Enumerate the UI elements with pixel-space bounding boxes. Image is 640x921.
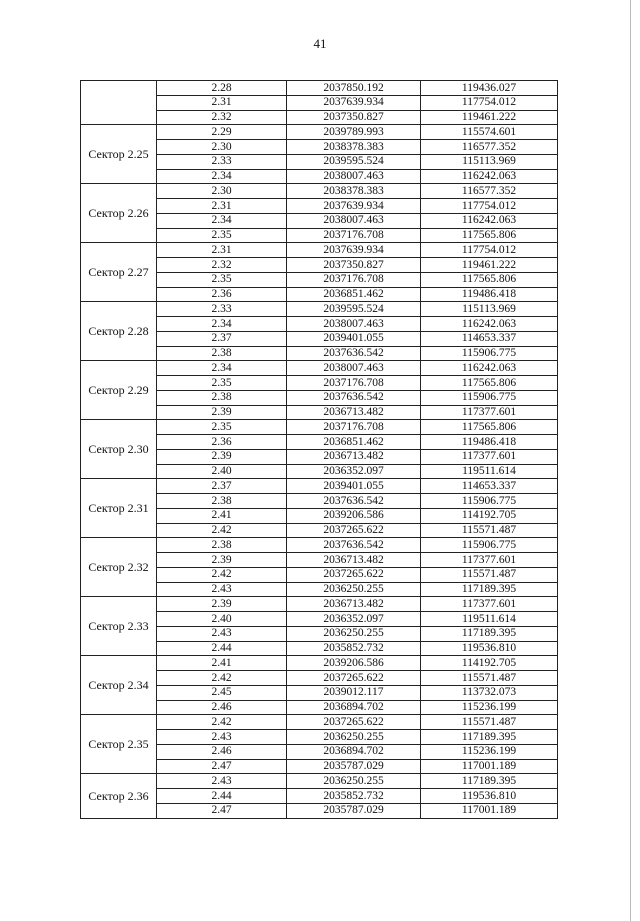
point-number-cell: 2.34 [157,213,287,228]
sector-label: Сектор 2.25 [81,125,157,184]
y-coordinate-cell: 113732.073 [421,685,558,700]
sector-label: Сектор 2.31 [81,479,157,538]
x-coordinate-cell: 2036851.462 [287,287,421,302]
y-coordinate-cell: 119461.222 [421,258,558,273]
page-number: 41 [313,36,327,51]
sector-label: Сектор 2.26 [81,184,157,243]
y-coordinate-cell: 115906.775 [421,494,558,509]
x-coordinate-cell: 2037350.827 [287,258,421,273]
x-coordinate-cell: 2037636.542 [287,390,421,405]
sector-label: Сектор 2.28 [81,302,157,361]
table-row [81,184,558,199]
x-coordinate-cell: 2037265.622 [287,567,421,582]
point-number-cell: 2.35 [157,376,287,391]
x-coordinate-cell: 2037176.708 [287,420,421,435]
point-number-cell: 2.43 [157,730,287,745]
point-number-cell: 2.44 [157,641,287,656]
x-coordinate-cell: 2038007.463 [287,169,421,184]
x-coordinate-cell: 2039595.524 [287,302,421,317]
x-coordinate-cell: 2036250.255 [287,730,421,745]
sector-label: Сектор 2.29 [81,361,157,420]
x-coordinate-cell: 2036352.097 [287,612,421,627]
point-number-cell: 2.31 [157,95,287,110]
y-coordinate-cell: 115571.487 [421,671,558,686]
y-coordinate-cell: 116242.063 [421,169,558,184]
y-coordinate-cell: 115236.199 [421,744,558,759]
sector-label: Сектор 2.27 [81,243,157,302]
x-coordinate-cell: 2036250.255 [287,582,421,597]
table-row [81,538,558,553]
point-number-cell: 2.46 [157,700,287,715]
y-coordinate-cell: 119461.222 [421,110,558,125]
y-coordinate-cell: 115906.775 [421,538,558,553]
x-coordinate-cell: 2037636.542 [287,494,421,509]
y-coordinate-cell: 117189.395 [421,730,558,745]
point-number-cell: 2.39 [157,597,287,612]
x-coordinate-cell: 2035787.029 [287,759,421,774]
x-coordinate-cell: 2036713.482 [287,553,421,568]
point-number-cell: 2.47 [157,803,287,818]
point-number-cell: 2.40 [157,464,287,479]
y-coordinate-cell: 115906.775 [421,346,558,361]
x-coordinate-cell: 2035787.029 [287,803,421,818]
point-number-cell: 2.43 [157,626,287,641]
x-coordinate-cell: 2037176.708 [287,272,421,287]
x-coordinate-cell: 2035852.732 [287,641,421,656]
x-coordinate-cell: 2036713.482 [287,405,421,420]
x-coordinate-cell: 2039789.993 [287,125,421,140]
y-coordinate-cell: 117377.601 [421,449,558,464]
sector-label: Сектор 2.32 [81,538,157,597]
table-row [81,774,558,789]
sector-label: Сектор 2.33 [81,597,157,656]
point-number-cell: 2.34 [157,169,287,184]
point-number-cell: 2.39 [157,449,287,464]
point-number-cell: 2.45 [157,685,287,700]
x-coordinate-cell: 2037639.934 [287,95,421,110]
y-coordinate-cell: 115574.601 [421,125,558,140]
y-coordinate-cell: 117189.395 [421,774,558,789]
y-coordinate-cell: 119536.810 [421,789,558,804]
table-row [81,125,558,140]
x-coordinate-cell: 2038378.383 [287,140,421,155]
y-coordinate-cell: 119511.614 [421,612,558,627]
y-coordinate-cell: 115571.487 [421,567,558,582]
x-coordinate-cell: 2037265.622 [287,523,421,538]
point-number-cell: 2.32 [157,258,287,273]
y-coordinate-cell: 117754.012 [421,95,558,110]
x-coordinate-cell: 2036851.462 [287,435,421,450]
x-coordinate-cell: 2038007.463 [287,213,421,228]
x-coordinate-cell: 2037639.934 [287,199,421,214]
y-coordinate-cell: 116242.063 [421,213,558,228]
x-coordinate-cell: 2037636.542 [287,538,421,553]
table-row [81,420,558,435]
sector-label [81,81,157,125]
x-coordinate-cell: 2036250.255 [287,774,421,789]
table-row [81,715,558,730]
y-coordinate-cell: 119511.614 [421,464,558,479]
x-coordinate-cell: 2039401.055 [287,479,421,494]
point-number-cell: 2.39 [157,553,287,568]
x-coordinate-cell: 2037636.542 [287,346,421,361]
y-coordinate-cell: 117377.601 [421,597,558,612]
x-coordinate-cell: 2036250.255 [287,626,421,641]
sector-label: Сектор 2.34 [81,656,157,715]
y-coordinate-cell: 117189.395 [421,582,558,597]
x-coordinate-cell: 2036894.702 [287,744,421,759]
point-number-cell: 2.34 [157,361,287,376]
point-number-cell: 2.28 [157,81,287,96]
y-coordinate-cell: 117189.395 [421,626,558,641]
x-coordinate-cell: 2036713.482 [287,449,421,464]
point-number-cell: 2.33 [157,302,287,317]
y-coordinate-cell: 117565.806 [421,420,558,435]
point-number-cell: 2.43 [157,774,287,789]
point-number-cell: 2.38 [157,390,287,405]
point-number-cell: 2.31 [157,199,287,214]
point-number-cell: 2.42 [157,715,287,730]
point-number-cell: 2.47 [157,759,287,774]
point-number-cell: 2.36 [157,287,287,302]
point-number-cell: 2.42 [157,671,287,686]
point-number-cell: 2.33 [157,154,287,169]
point-number-cell: 2.38 [157,494,287,509]
point-number-cell: 2.38 [157,538,287,553]
y-coordinate-cell: 117565.806 [421,376,558,391]
y-coordinate-cell: 117377.601 [421,553,558,568]
x-coordinate-cell: 2039401.055 [287,331,421,346]
y-coordinate-cell: 117001.189 [421,803,558,818]
table-row [81,302,558,317]
point-number-cell: 2.42 [157,567,287,582]
x-coordinate-cell: 2037176.708 [287,376,421,391]
point-number-cell: 2.44 [157,789,287,804]
y-coordinate-cell: 117754.012 [421,199,558,214]
point-number-cell: 2.43 [157,582,287,597]
y-coordinate-cell: 117377.601 [421,405,558,420]
y-coordinate-cell: 114192.705 [421,508,558,523]
y-coordinate-cell: 119536.810 [421,641,558,656]
point-number-cell: 2.30 [157,140,287,155]
table-row [81,361,558,376]
y-coordinate-cell: 114653.337 [421,331,558,346]
y-coordinate-cell: 117565.806 [421,228,558,243]
x-coordinate-cell: 2038007.463 [287,361,421,376]
point-number-cell: 2.46 [157,744,287,759]
y-coordinate-cell: 115113.969 [421,154,558,169]
y-coordinate-cell: 117754.012 [421,243,558,258]
y-coordinate-cell: 114653.337 [421,479,558,494]
point-number-cell: 2.42 [157,523,287,538]
y-coordinate-cell: 116242.063 [421,361,558,376]
table-row [81,81,558,96]
y-coordinate-cell: 116577.352 [421,184,558,199]
point-number-cell: 2.35 [157,420,287,435]
point-number-cell: 2.41 [157,508,287,523]
point-number-cell: 2.29 [157,125,287,140]
x-coordinate-cell: 2036894.702 [287,700,421,715]
coordinates-table [80,80,558,819]
y-coordinate-cell: 119486.418 [421,435,558,450]
x-coordinate-cell: 2039206.586 [287,508,421,523]
point-number-cell: 2.38 [157,346,287,361]
table-row [81,656,558,671]
sector-label: Сектор 2.36 [81,774,157,818]
y-coordinate-cell: 114192.705 [421,656,558,671]
point-number-cell: 2.37 [157,479,287,494]
x-coordinate-cell: 2037850.192 [287,81,421,96]
x-coordinate-cell: 2037350.827 [287,110,421,125]
y-coordinate-cell: 115571.487 [421,715,558,730]
point-number-cell: 2.35 [157,272,287,287]
y-coordinate-cell: 119436.027 [421,81,558,96]
y-coordinate-cell: 115236.199 [421,700,558,715]
x-coordinate-cell: 2037176.708 [287,228,421,243]
point-number-cell: 2.39 [157,405,287,420]
x-coordinate-cell: 2039595.524 [287,154,421,169]
point-number-cell: 2.31 [157,243,287,258]
x-coordinate-cell: 2036352.097 [287,464,421,479]
table-row [81,597,558,612]
x-coordinate-cell: 2036713.482 [287,597,421,612]
x-coordinate-cell: 2037265.622 [287,671,421,686]
x-coordinate-cell: 2037639.934 [287,243,421,258]
point-number-cell: 2.41 [157,656,287,671]
scan-edge-line [630,0,631,921]
y-coordinate-cell: 119486.418 [421,287,558,302]
y-coordinate-cell: 115113.969 [421,302,558,317]
y-coordinate-cell: 117001.189 [421,759,558,774]
y-coordinate-cell: 115571.487 [421,523,558,538]
sector-label: Сектор 2.35 [81,715,157,774]
y-coordinate-cell: 115906.775 [421,390,558,405]
x-coordinate-cell: 2039206.586 [287,656,421,671]
table-row [81,243,558,258]
x-coordinate-cell: 2039012.117 [287,685,421,700]
x-coordinate-cell: 2035852.732 [287,789,421,804]
y-coordinate-cell: 116577.352 [421,140,558,155]
point-number-cell: 2.37 [157,331,287,346]
y-coordinate-cell: 116242.063 [421,317,558,332]
point-number-cell: 2.36 [157,435,287,450]
coordinates-table-body [81,81,558,819]
x-coordinate-cell: 2037265.622 [287,715,421,730]
y-coordinate-cell: 117565.806 [421,272,558,287]
point-number-cell: 2.40 [157,612,287,627]
x-coordinate-cell: 2038378.383 [287,184,421,199]
point-number-cell: 2.30 [157,184,287,199]
point-number-cell: 2.35 [157,228,287,243]
table-row [81,479,558,494]
point-number-cell: 2.34 [157,317,287,332]
x-coordinate-cell: 2038007.463 [287,317,421,332]
sector-label: Сектор 2.30 [81,420,157,479]
point-number-cell: 2.32 [157,110,287,125]
